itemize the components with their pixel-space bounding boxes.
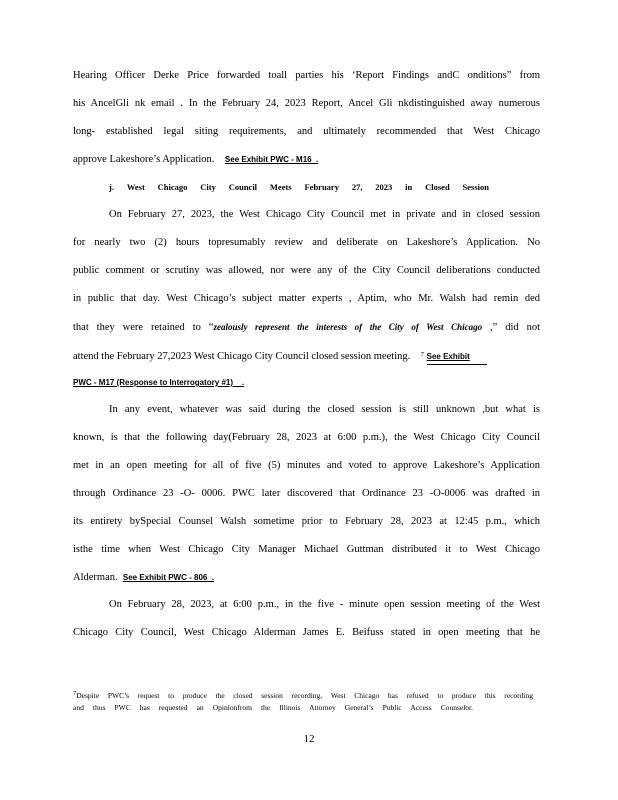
body-line: Alderman. See Exhibit PWC - 806 . [73,572,215,583]
heading-word: February [304,182,339,192]
footnote-text: Despite PWC’s request to produce the closed session recording, West Chicago has refused to produce this recording [76,691,533,700]
body-line: PWC - M17 (Response to Interrogatory #1) . [73,378,245,387]
body-line: his AncelGli nk email . In the February 24, 2023 Report, Ancel Gli nkdistinguished away numerous [73,98,540,109]
body-text: ,” did not [482,322,540,333]
body-line: known, is that the following day(February 28, 2023 at 6:00 p.m.), the West Chicago City Council [73,432,540,443]
body-line: public comment or scrutiny was allowed, nor were any of the City Council deliberations conducted [73,265,540,276]
exhibit-reference: See Exhibit PWC - M16 [224,155,312,164]
heading-word: City [200,182,216,192]
section-heading [109,181,489,193]
heading-word: Closed [425,182,450,192]
body-line: On February 28, 2023, at 6:00 p.m., in the five - minute open session meeting of the West [109,599,540,610]
body-text: attend the February 27,2023 West Chicago City Council closed session meeting. [73,351,411,362]
body-text: approve Lakeshore’s Application. [73,154,215,165]
exhibit-reference: PWC - M17 (Response to Interrogatory #1) [73,378,234,387]
body-line: Hearing Officer Derke Price forwarded toall parties his ‘Report Findings andC onditions” from [73,70,540,81]
footnote-reference: 7 [420,351,424,358]
quoted-text: zealously represent the interests of the City of West Chicago [213,322,483,332]
footnote [73,688,533,701]
body-line: long- established legal siting requirements, and ultimately recommended that West Chicago [73,126,540,137]
heading-word: in [405,182,413,192]
heading-word: j. [109,182,114,192]
body-line: in public that day. West Chicago’s subject matter experts , Aptim, who Mr. Walsh had remin ded [73,293,540,304]
body-text: Alderman. [73,572,118,583]
heading-word: 2023 [375,182,393,192]
body-line: On February 27, 2023, the West Chicago City Council met in private and in closed session [109,209,540,220]
heading-word: Session [462,182,489,192]
body-line: met in an open meeting for all of five (5) minutes and voted to approve Lakeshore’s Application [73,460,540,471]
footnote-number: 7 [73,690,77,697]
exhibit-reference: See Exhibit [427,350,487,365]
body-line: In any event, whatever was said during the closed session is still unknown ,but what is [109,404,540,415]
footnote-line: and thus PWC has requested an Opinionfrom the Illinois Attorney General’s Public Access Counselor. [73,703,473,712]
body-text: that they were retained to “ [73,322,214,333]
body-line [73,320,540,335]
body-line [73,348,540,365]
heading-word: 27, [351,182,363,192]
heading-word: Council [228,182,258,192]
body-line: through Ordinance 23 -O- 0006. PWC later discovered that Ordinance 23 -O-0006 was drafted in [73,488,540,499]
body-line: its entirety bySpecial Counsel Walsh sometime prior to February 28, 2023 at 12:45 p.m., which [73,516,540,527]
heading-word: Meets [269,182,292,192]
body-line: Chicago City Council, West Chicago Alderman James E. Beifuss stated in open meeting that he [73,627,540,638]
body-line: approve Lakeshore’s Application. See Exhibit PWC - M16 . [73,154,319,165]
body-line: for nearly two (2) hours topresumably review and deliberate on Lakeshore’s Application. No [73,237,540,248]
body-line: isthe time when West Chicago City Manager Michael Guttman distributed it to West Chicago [73,544,540,555]
page-number: 12 [303,733,315,745]
heading-word: Chicago [157,182,188,192]
exhibit-reference: See Exhibit PWC - 806 [122,573,208,582]
heading-word: West [126,182,145,192]
